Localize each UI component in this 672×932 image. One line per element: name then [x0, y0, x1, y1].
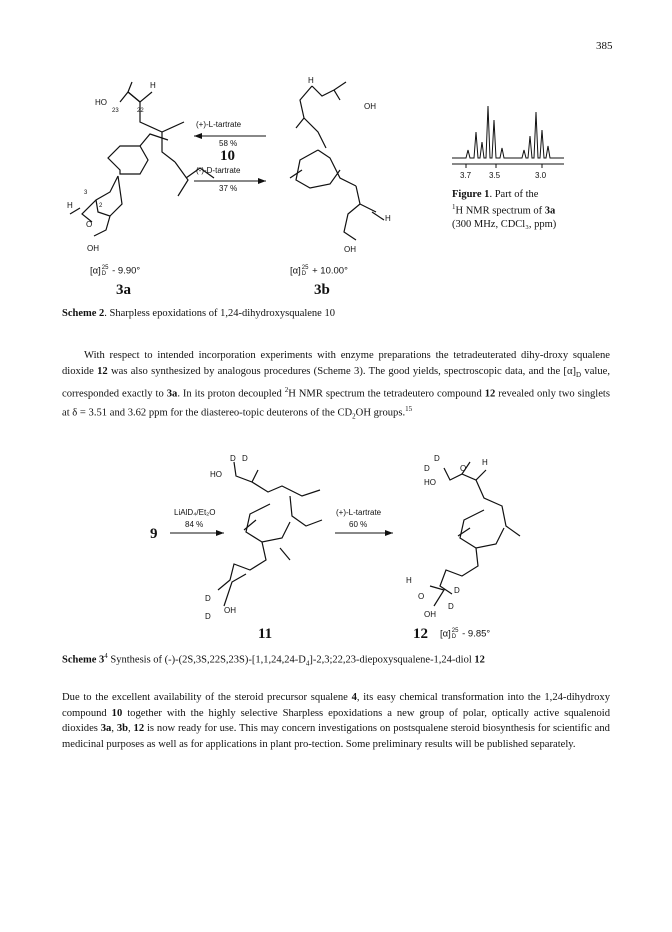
rotation-12: [α] 25 D - 9.85°	[440, 628, 491, 640]
atom-o2-12: O	[418, 592, 425, 601]
atom-oh-12: OH	[424, 610, 436, 619]
compound-label-9: 9	[150, 526, 158, 542]
atom-d1-12: D	[434, 454, 440, 463]
compound-label-3b: 3b	[314, 282, 330, 298]
scheme-2	[0, 0, 672, 320]
atom-oh-11: OH	[224, 606, 236, 615]
atom-d4-11: D	[205, 612, 211, 621]
arrow-bottom-yield: 37 %	[219, 184, 238, 193]
atom-d2-12: D	[424, 464, 430, 473]
atom-oh-bottom-b: OH	[344, 245, 356, 254]
atom-ho-11: HO	[210, 470, 222, 479]
nmr-tick-30: 3.0	[535, 171, 547, 180]
atom-d3-12: D	[454, 586, 460, 595]
structure-12	[0, 440, 672, 650]
scheme-3	[0, 440, 672, 650]
atom-oh: OH	[87, 244, 99, 253]
atom-h-right-b: H	[385, 214, 391, 223]
atom-h2-12: H	[406, 576, 412, 585]
atom-ho-12: HO	[424, 478, 436, 487]
atom-o-epoxide: O	[86, 220, 93, 229]
arrow-top-reagent: (+)-L-tartrate	[196, 120, 242, 129]
atom-ho: HO	[95, 98, 107, 107]
paragraph-1: With respect to intended incorporation experiments with enzyme preparations the tetradeuterated dihy-droxy squalene dioxide 12 was also synthesized by analogous procedures (Scheme 3). The good yields, spectroscopic data, and the $[\alpha]_D$ value, corresponded exactly to 3a. In its proton decoupled $^2$H NMR spectrum the tetradeutero compound 12 revealed only two singlets at δ = 3.51 and 3.62 ppm for the diastereo-topic deuterons of the $CD_2OH$ groups.$^{15}$	[62, 350, 611, 421]
compound-label-3a: 3a	[116, 282, 131, 298]
atom-d3-11: D	[205, 594, 211, 603]
arrow1-reagent: LiAlD₄/Et₂O	[174, 508, 216, 517]
atom-c3: 3	[84, 190, 88, 196]
compound-label-12: 12	[413, 626, 428, 642]
atom-c2: 2	[99, 203, 103, 209]
rotation-3b: [α] 25 D + 10.00°	[290, 265, 348, 277]
compound-label-10: 10	[220, 148, 235, 164]
atom-c23: 23	[112, 108, 119, 114]
figure1-caption: Figure 1. Part of the $^1$H NMR spectrum of 3a (300 MHz, CDCl₃, ppm)	[452, 189, 557, 230]
nmr-tick-35: 3.5	[489, 171, 501, 180]
atom-o-12: O	[460, 464, 467, 473]
arrow2-reagent: (+)-L-tartrate	[336, 508, 382, 517]
atom-h-left: H	[67, 201, 73, 210]
atom-oh-top-b: OH	[364, 102, 376, 111]
paragraph-2: Due to the excellent availability of the steroid precursor squalene 4, its easy chemical transformation into the 1,24-dihydroxy compound 10 together with the highly selective Sharpless epoxidations a new group of polar, optically active squalenoid dioxides 3a, 3b, 12 is now ready for use. This may concern investigations on postsqualene steroid biosynthesis for scientific and medicinal purposes as well as for applications in plant pro-tection. Some preliminary results will be published separately.	[62, 692, 610, 750]
nmr-spectrum	[452, 92, 572, 182]
compound-label-11: 11	[258, 626, 273, 642]
atom-c22: 22	[137, 108, 144, 114]
atom-d2-11: D	[242, 454, 248, 463]
atom-h-top: H	[150, 81, 156, 90]
atom-d4-12: D	[448, 602, 454, 611]
page-number: 385	[596, 40, 613, 52]
arrow1-yield: 84 %	[185, 520, 204, 529]
scheme3-caption: Scheme $3^4$ Synthesis of $(-)-(2S,3S,22S,23S)-[1,1,24,24-D_4]-2,3;22,23-diepoxysqualene-1,24$-diol 12	[62, 652, 485, 668]
scheme2-caption: Scheme 2. Sharpless epoxidations of 1,24-dihydroxysqualene 10	[62, 308, 335, 319]
arrow-top-yield: 58 %	[219, 139, 238, 148]
atom-d1-11: D	[230, 454, 236, 463]
atom-h-12: H	[482, 458, 488, 467]
arrow-bottom-reagent: (-)-D-tartrate	[196, 166, 241, 175]
nmr-tick-37: 3.7	[460, 171, 472, 180]
rotation-3a: [α] 25 D - 9.90°	[90, 265, 141, 277]
atom-h-top-b: H	[308, 76, 314, 85]
arrow2-yield: 60 %	[349, 520, 368, 529]
